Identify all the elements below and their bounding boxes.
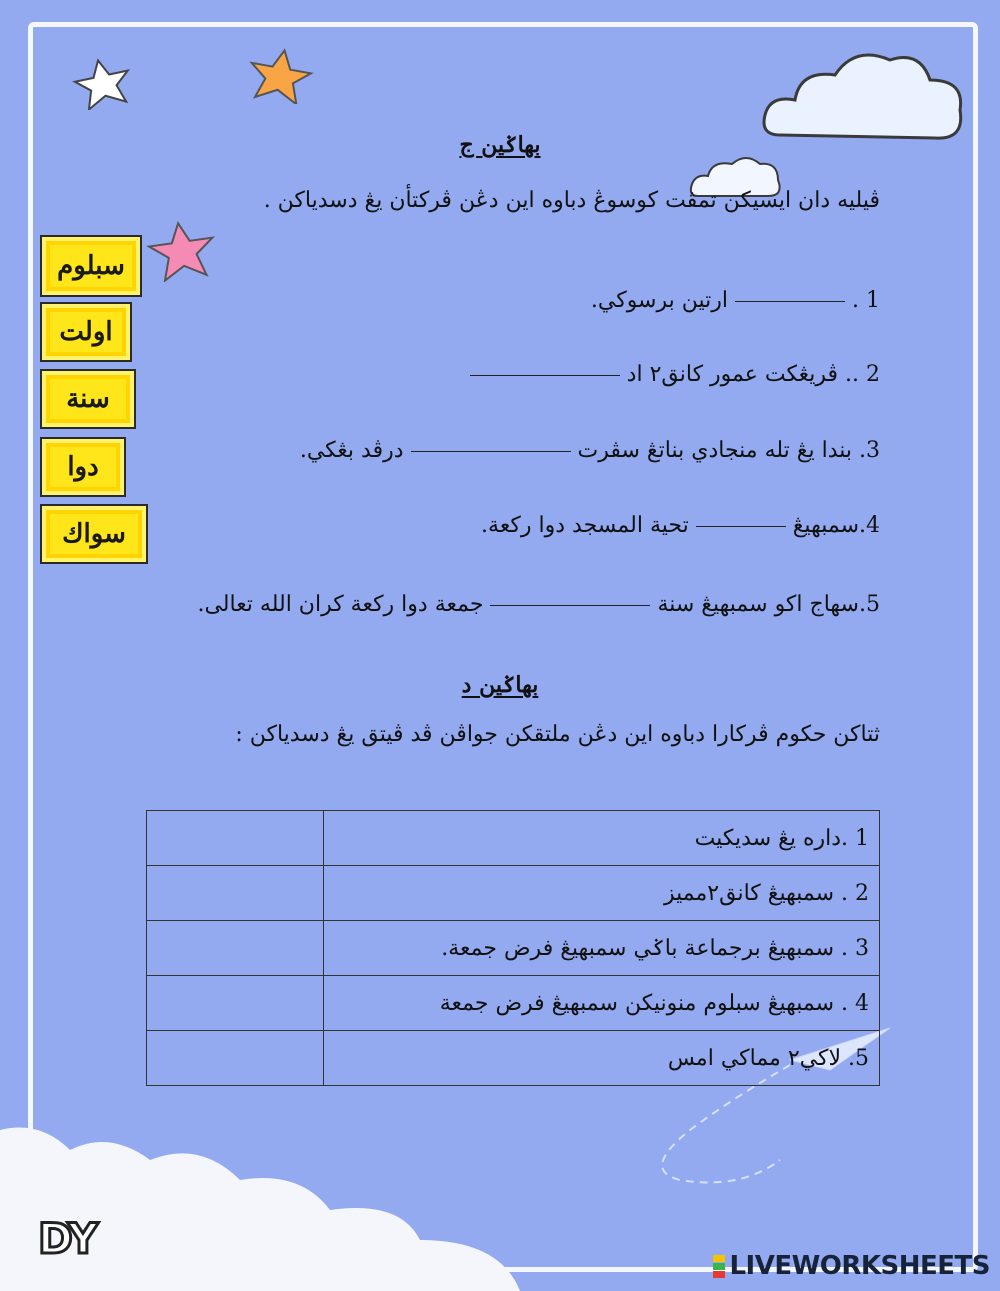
question-2 [470, 362, 880, 387]
question-3-after: درڤد بڠكي. [299, 438, 404, 463]
orange-star-icon [246, 48, 314, 104]
table-row [147, 1031, 880, 1086]
question-4-after: تحية المسجد دوا ركعة. [481, 513, 689, 538]
section-d-instruction: ثتاكن حكوم ڤركارا دباوه اين دڠن ملتقكن جواڤن ڤد ڤيتق يڠ دسدياكن : [235, 722, 880, 747]
question-4-before: 4.سمبهيڠ [792, 513, 880, 538]
answer-box-1[interactable] [147, 811, 324, 866]
answer-box-3[interactable] [147, 921, 324, 976]
question-1 [591, 288, 880, 313]
question-3 [300, 438, 880, 463]
statement-2: 2 . سمبهيڠ كانق٢مميز [324, 866, 880, 921]
liveworksheets-logo-icon [713, 1255, 725, 1278]
table-row [147, 921, 880, 976]
section-c-instruction: ڤيليه دان ايسيكن تمڤت كوسوڠ دباوه اين دڠن ڤركتأن يڠ دسدياكن . [263, 188, 880, 213]
word-card-5[interactable]: سواك [40, 504, 148, 564]
pink-star-icon [146, 220, 218, 282]
section-c-heading: بهاݢين ج [459, 132, 541, 158]
word-card-4[interactable]: دوا [40, 437, 126, 497]
question-1-blank[interactable] [735, 300, 845, 302]
table-row [147, 866, 880, 921]
matching-table [146, 810, 880, 1086]
table-row [147, 811, 880, 866]
question-2-before: 2 .. ڤريڠكت عمور كانق٢ اد [626, 362, 880, 387]
question-4 [481, 513, 880, 538]
answer-box-4[interactable] [147, 976, 324, 1031]
question-3-blank[interactable] [411, 450, 571, 452]
statement-3: 3 . سمبهيڠ برجماعة باݢي سمبهيڠ فرض جمعة. [324, 921, 880, 976]
question-1-after: ارتين برسوكي. [590, 288, 728, 313]
liveworksheets-logo-text: LIVEWORKSHEETS [729, 1251, 990, 1281]
statement-4: 4 . سمبهيڠ سبلوم منونيكن سمبهيڠ فرض جمعة [324, 976, 880, 1031]
answer-box-5[interactable] [147, 1031, 324, 1086]
question-5-before: 5.سهاج اكو سمبهيڠ سنة [657, 592, 880, 617]
statement-5: 5. لاكي٢ مماكي امس [324, 1031, 880, 1086]
table-row [147, 976, 880, 1031]
answer-box-2[interactable] [147, 866, 324, 921]
cloud-icon-bottom-left [0, 1110, 520, 1291]
question-4-blank[interactable] [696, 525, 786, 527]
section-d-heading: بهاݢين د [461, 672, 539, 698]
word-card-1[interactable]: سبلوم [40, 235, 142, 297]
question-5-after: جمعة دوا ركعة كران الله تعالى. [197, 592, 484, 617]
question-2-blank[interactable] [470, 374, 620, 376]
word-card-2[interactable]: اولت [40, 302, 132, 362]
signature-mark: DY [38, 1214, 97, 1263]
question-5-blank[interactable] [490, 604, 650, 606]
liveworksheets-logo[interactable] [713, 1251, 990, 1281]
question-5 [197, 592, 880, 617]
question-1-before: 1 . [852, 288, 880, 313]
white-star-icon [72, 58, 134, 110]
cloud-icon-top-right [760, 40, 970, 160]
question-3-before: 3. بندا يڠ تله منجادي بناتڠ سڤرت [577, 438, 880, 463]
statement-1: 1 .داره يڠ سديكيت [324, 811, 880, 866]
word-card-3[interactable]: سنة [40, 369, 136, 429]
